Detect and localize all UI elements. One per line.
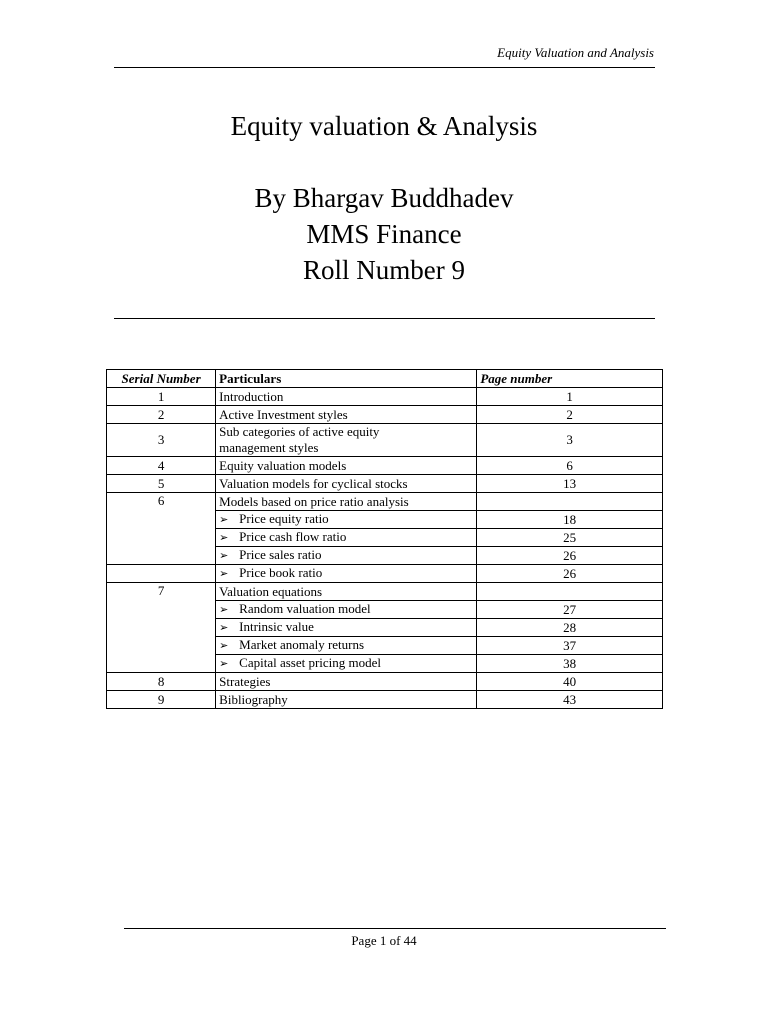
particulars-text: Price equity ratio xyxy=(239,511,329,526)
serial-cell xyxy=(107,565,216,583)
page-cell: 38 xyxy=(477,655,663,673)
serial-number-header: Serial Number xyxy=(107,370,216,388)
header-rule xyxy=(114,67,655,68)
table-row xyxy=(107,493,663,511)
title-rule xyxy=(114,318,655,319)
program-line: MMS Finance xyxy=(306,219,462,249)
particulars-cell: Introduction xyxy=(216,388,477,406)
page-cell: 43 xyxy=(477,691,663,709)
page-cell: 13 xyxy=(477,475,663,493)
particulars-text: Price cash flow ratio xyxy=(239,529,347,544)
page-cell: 40 xyxy=(477,673,663,691)
serial-cell: 8 xyxy=(107,673,216,691)
table-row xyxy=(107,388,663,406)
arrow-bullet-icon: ➢ xyxy=(219,514,229,526)
page-cell: 26 xyxy=(477,565,663,583)
particulars-text: Market anomaly returns xyxy=(239,637,365,652)
table-of-contents xyxy=(106,369,663,709)
particulars-cell: Bibliography xyxy=(216,691,477,709)
page-cell: 2 xyxy=(477,406,663,424)
particulars-cell: Valuation equations xyxy=(216,583,477,601)
page-cell: 37 xyxy=(477,637,663,655)
page-number-header: Page number xyxy=(477,370,663,388)
serial-cell: 6 xyxy=(107,493,216,565)
particulars-cell xyxy=(216,601,477,619)
particulars-cell: Models based on price ratio analysis xyxy=(216,493,477,511)
particulars-cell xyxy=(216,637,477,655)
serial-cell: 7 xyxy=(107,583,216,673)
arrow-bullet-icon: ➢ xyxy=(219,640,229,652)
particulars-text: Price sales ratio xyxy=(239,547,322,562)
serial-cell: 3 xyxy=(107,424,216,457)
serial-cell: 4 xyxy=(107,457,216,475)
arrow-bullet-icon: ➢ xyxy=(219,568,229,580)
footer-rule xyxy=(124,928,666,929)
particulars-cell xyxy=(216,424,477,457)
particulars-cell: Active Investment styles xyxy=(216,406,477,424)
page-cell: 18 xyxy=(477,511,663,529)
serial-cell: 2 xyxy=(107,406,216,424)
particulars-text: Price book ratio xyxy=(239,565,323,580)
arrow-bullet-icon: ➢ xyxy=(219,532,229,544)
table-row xyxy=(107,406,663,424)
title-spacer xyxy=(0,144,768,180)
particulars-line: Sub categories of active equity xyxy=(219,424,380,439)
table-row xyxy=(107,475,663,493)
page-cell: 25 xyxy=(477,529,663,547)
arrow-bullet-icon: ➢ xyxy=(219,658,229,670)
particulars-cell xyxy=(216,547,477,565)
table-row xyxy=(107,457,663,475)
page-cell xyxy=(477,493,663,511)
page-cell: 26 xyxy=(477,547,663,565)
title-block xyxy=(0,108,768,288)
serial-cell: 1 xyxy=(107,388,216,406)
table-row xyxy=(107,424,663,457)
roll-number-line: Roll Number 9 xyxy=(303,255,465,285)
page-footer: Page 1 of 44 xyxy=(351,933,417,948)
arrow-bullet-icon: ➢ xyxy=(219,604,229,616)
particulars-cell: Valuation models for cyclical stocks xyxy=(216,475,477,493)
particulars-cell xyxy=(216,511,477,529)
table-row xyxy=(107,673,663,691)
page-cell: 28 xyxy=(477,619,663,637)
toc-header-row xyxy=(107,370,663,388)
document-title: Equity valuation & Analysis xyxy=(230,111,538,141)
particulars-cell xyxy=(216,619,477,637)
table-row xyxy=(107,583,663,601)
particulars-cell: Strategies xyxy=(216,673,477,691)
table-row xyxy=(107,691,663,709)
arrow-bullet-icon: ➢ xyxy=(219,550,229,562)
arrow-bullet-icon: ➢ xyxy=(219,622,229,634)
particulars-cell: Equity valuation models xyxy=(216,457,477,475)
particulars-cell xyxy=(216,565,477,583)
particulars-text: Intrinsic value xyxy=(239,619,314,634)
table-row xyxy=(107,565,663,583)
particulars-cell xyxy=(216,529,477,547)
page-cell: 27 xyxy=(477,601,663,619)
particulars-cell xyxy=(216,655,477,673)
serial-cell: 9 xyxy=(107,691,216,709)
author-line: By Bhargav Buddhadev xyxy=(254,183,514,213)
particulars-header: Particulars xyxy=(216,370,477,388)
page-cell: 1 xyxy=(477,388,663,406)
page-cell xyxy=(477,583,663,601)
particulars-line: management styles xyxy=(219,440,319,455)
page-cell: 6 xyxy=(477,457,663,475)
page-cell: 3 xyxy=(477,424,663,457)
running-header: Equity Valuation and Analysis xyxy=(497,45,654,60)
particulars-text: Random valuation model xyxy=(239,601,371,616)
particulars-text: Capital asset pricing model xyxy=(239,655,382,670)
serial-cell: 5 xyxy=(107,475,216,493)
